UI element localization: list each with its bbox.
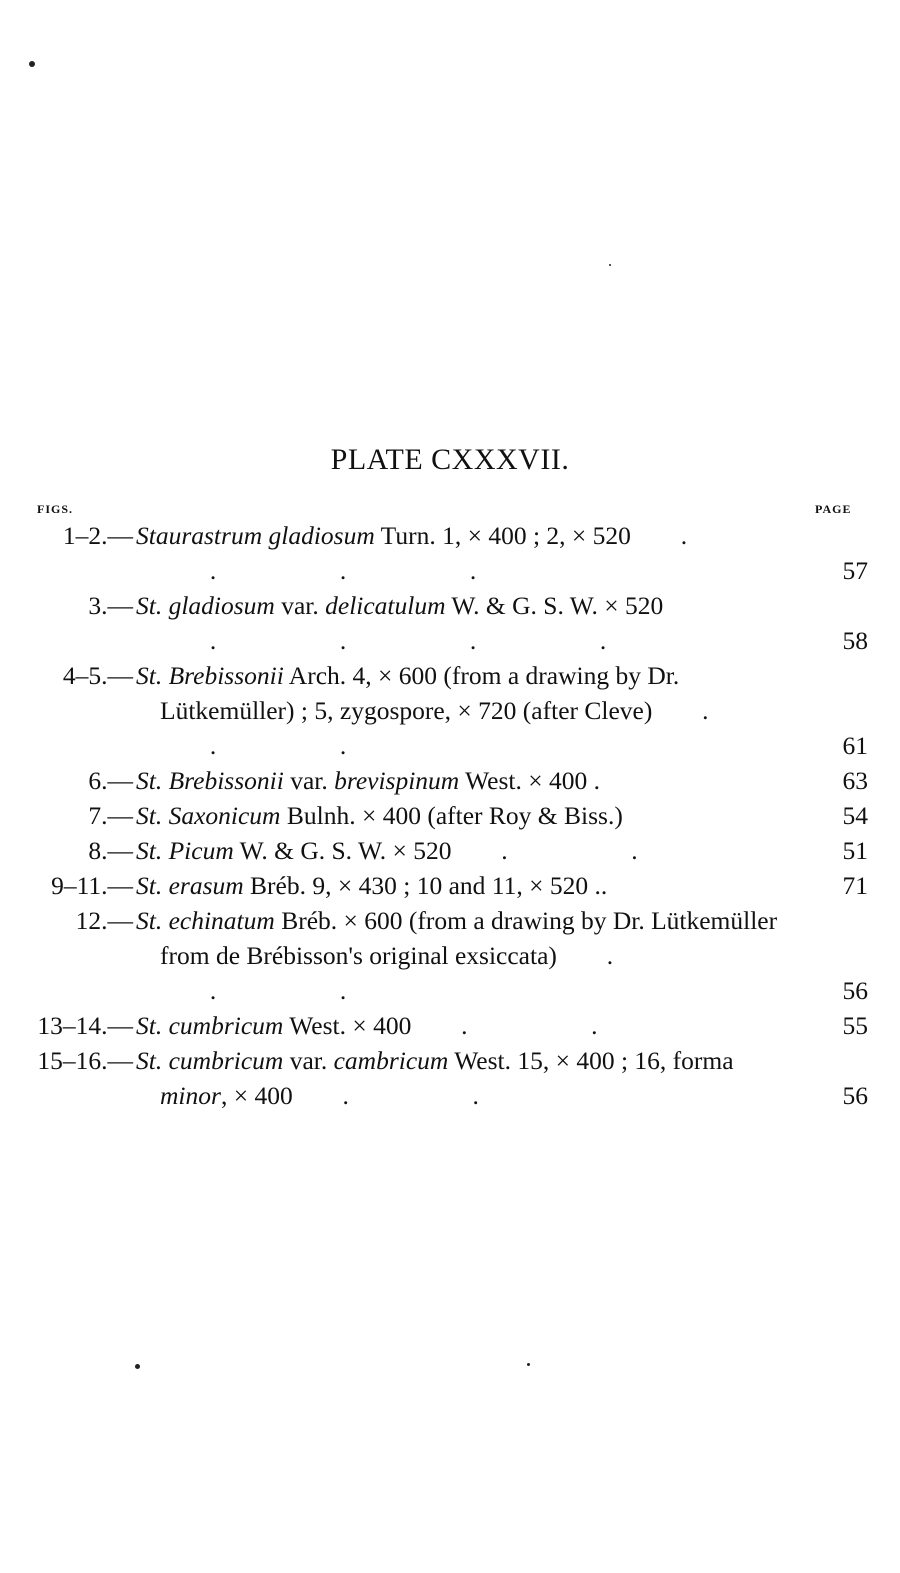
entry-1 xyxy=(0,518,900,588)
page-header: PAGE xyxy=(815,502,852,516)
entry-text: West. × 400 xyxy=(283,1011,412,1040)
speck xyxy=(609,264,611,266)
entry-desc: St. Brebissonii var. brevispinum West. × 400 . xyxy=(136,766,600,795)
entry-text: West. 15, × 400 ; 16, forma xyxy=(448,1046,734,1075)
speck xyxy=(135,1364,140,1369)
entry-4 xyxy=(0,763,900,798)
entry-text: Bulnh. × 400 (after Roy & Biss.) xyxy=(280,801,623,830)
entry-figs: 13–14.— xyxy=(37,1011,133,1040)
species-name: St. erasum xyxy=(136,871,244,900)
speck xyxy=(527,1363,530,1366)
entry-desc: St. Picum W. & G. S. W. × 520 . . xyxy=(136,836,638,865)
entry-text: West. × 400 xyxy=(459,766,588,795)
entry-figs: 12.— xyxy=(75,906,133,935)
entry-desc: St. echinatum Bréb. × 600 (from a drawing by Dr. Lütkemüller from de Brébisson's original exsiccata) .. . xyxy=(136,906,778,1005)
variety-name: delicatulum xyxy=(325,591,446,620)
variety-name: brevispinum xyxy=(334,766,460,795)
entry-desc: St. gladiosum var. delicatulum W. & G. S. W. × 520. . . . xyxy=(136,591,664,655)
species-name: St. Picum xyxy=(136,836,234,865)
species-name: St. Brebissonii xyxy=(136,661,284,690)
entry-figs: 6.— xyxy=(88,766,133,795)
species-name: St. gladiosum xyxy=(136,591,275,620)
entry-page: 56 xyxy=(842,1081,868,1110)
entry-text: Bréb. 9, × 430 ; 10 and 11, × 520 xyxy=(243,871,589,900)
plate-title: PLATE CXXXVII. xyxy=(330,443,570,476)
entry-page: 57 xyxy=(842,556,868,585)
entry-figs: 1–2.— xyxy=(62,521,133,550)
plate-entries xyxy=(0,518,900,1113)
species-name: Staurastrum gladiosum xyxy=(136,521,375,550)
variety-name: cambricum xyxy=(333,1046,449,1075)
entry-page: 56 xyxy=(842,976,868,1005)
entry-page: 54 xyxy=(842,801,868,830)
entry-figs: 4–5.— xyxy=(62,661,133,690)
entry-figs: 3.— xyxy=(88,591,133,620)
entry-figs: 9–11.— xyxy=(51,871,133,900)
speck xyxy=(29,61,35,67)
entry-6 xyxy=(0,833,900,868)
entry-page: 71 xyxy=(842,871,868,900)
entry-figs: 8.— xyxy=(88,836,133,865)
entry-page: 61 xyxy=(842,731,868,760)
entry-page: 63 xyxy=(842,766,868,795)
entry-5 xyxy=(0,798,900,833)
entry-page: 58 xyxy=(842,626,868,655)
entry-desc xyxy=(136,798,792,833)
entry-figs: 7.— xyxy=(88,801,133,830)
species-name: St. cumbricum xyxy=(136,1046,284,1075)
entry-figs: 15–16.— xyxy=(37,1046,133,1075)
entry-desc: St. cumbricum West. × 400 . . xyxy=(136,1011,598,1040)
species-name: St. Brebissonii xyxy=(136,766,284,795)
entry-text: W. & G. S. W. × 520 xyxy=(233,836,452,865)
figs-header: FIGS. xyxy=(37,502,74,516)
entry-7 xyxy=(0,868,900,903)
entry-desc: St. cumbricum var. cambricum West. 15, × 400 ; 16, forma minor, × 400 . . xyxy=(136,1046,734,1110)
entry-9 xyxy=(0,1008,900,1043)
entry-desc: St. erasum Bréb. 9, × 430 ; 10 and 11, × 520 .. xyxy=(136,871,608,900)
entry-text: Bréb. × 600 (from a drawing by Dr. Lütkemüller from de Brébisson's original exsiccata) xyxy=(160,906,778,970)
species-name: St. cumbricum xyxy=(136,1011,284,1040)
entry-text: Turn. 1, × 400 ; 2, × 520 xyxy=(374,521,631,550)
entry-2 xyxy=(0,588,900,658)
entry-page: 55 xyxy=(842,1011,868,1040)
forma-name: minor xyxy=(160,1081,221,1110)
entry-text: Arch. 4, × 600 (from a drawing by Dr. Lütkemüller) ; 5, zygospore, × 720 (after Cleve) xyxy=(160,661,680,725)
entry-page: 51 xyxy=(842,836,868,865)
entry-desc: Staurastrum gladiosum Turn. 1, × 400 ; 2, × 520 .. . . xyxy=(136,521,688,585)
entry-text: W. & G. S. W. × 520 xyxy=(445,591,664,620)
entry-8 xyxy=(0,903,900,1008)
species-name: St. Saxonicum xyxy=(136,801,281,830)
species-name: St. echinatum xyxy=(136,906,275,935)
entry-desc: St. Brebissonii Arch. 4, × 600 (from a drawing by Dr. Lütkemüller) ; 5, zygospore, × 720 (after Cleve) .. . xyxy=(136,661,709,760)
entry-10 xyxy=(0,1043,900,1113)
entry-3 xyxy=(0,658,900,763)
